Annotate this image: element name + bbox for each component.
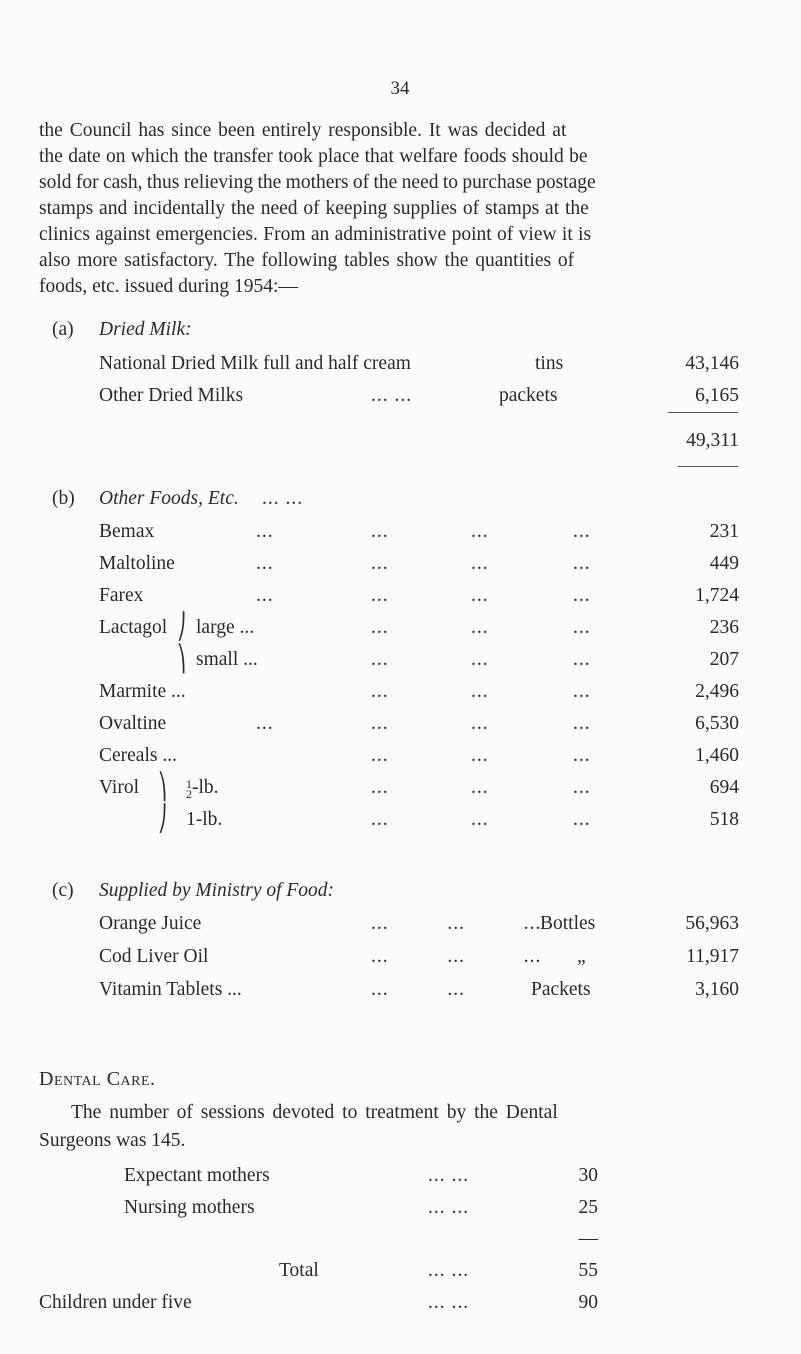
section-b-row-label: Cereals ... <box>99 745 177 766</box>
section-c-row-label: Orange Juice <box>99 913 202 934</box>
section-b-row-dots: ... <box>471 553 489 574</box>
dental-row-dots: ... ... <box>428 1165 470 1186</box>
section-c-row-value: 56,963 <box>685 913 739 934</box>
section-b-row-value: 231 <box>709 521 739 542</box>
section-b-row-dots: ... <box>371 713 389 734</box>
section-b-row-value: 1,724 <box>695 585 739 606</box>
section-b-row-dots: ... <box>471 617 489 638</box>
section-b-row-dots: ... <box>371 809 389 830</box>
dental-total-value: 55 <box>578 1260 598 1281</box>
section-b-row-dots: ... <box>573 681 591 702</box>
section-b-row-value: 2,496 <box>695 681 739 702</box>
section-b-row-dots: ... <box>256 521 274 542</box>
section-a-row-dots: ... ... <box>371 385 413 406</box>
brace-mark: ⎠ <box>177 612 186 641</box>
fraction: 1 2 <box>186 776 192 801</box>
section-b-row-dots: ... <box>471 777 489 798</box>
section-c-row-dots: ... ... ... <box>371 946 542 967</box>
section-b-row-dots: ... <box>471 649 489 670</box>
section-b-row-dots: ... <box>573 521 591 542</box>
dental-heading: Dental Care. <box>39 1068 156 1090</box>
section-c-row-unit: Bottles <box>540 913 596 934</box>
section-c-row-value: 11,917 <box>686 946 739 967</box>
section-c-row-label: Cod Liver Oil <box>99 946 209 967</box>
dental-row-dots: ... ... <box>428 1260 470 1281</box>
section-b-row-dots: ... <box>371 745 389 766</box>
dental-total-label: Total <box>279 1260 319 1281</box>
section-b-row-dots: ... <box>371 777 389 798</box>
section-b-row-label: Lactagol <box>99 617 168 638</box>
section-b-row-label: Ovaltine <box>99 713 167 734</box>
brace-mark: ⎞ <box>158 772 167 801</box>
section-b-heading-dots: ... ... <box>262 488 304 509</box>
section-b-row-dots: ... <box>371 553 389 574</box>
section-b-row-sub: 1-lb. <box>186 809 223 830</box>
brace-mark: ⎞ <box>177 644 186 673</box>
section-b-row-label: Virol <box>99 777 139 798</box>
section-b-row-label: Maltoline <box>99 553 175 574</box>
section-b-row-value: 207 <box>709 649 739 670</box>
dental-line: Surgeons was 145. <box>39 1130 186 1151</box>
intro-line: sold for cash, thus relieving the mothers of the need to purchase postage <box>39 172 596 193</box>
section-b-row-dots: ... <box>371 585 389 606</box>
dental-row-value: 30 <box>578 1165 598 1186</box>
section-b-row-sub: large ... <box>196 617 255 638</box>
section-b-row-value: 694 <box>709 777 739 798</box>
section-b-row-dots: ... <box>573 553 591 574</box>
section-b-row-dots: ... <box>256 585 274 606</box>
section-b-row-dots: ... <box>471 521 489 542</box>
intro-line: stamps and incidentally the need of keeping supplies of stamps at the <box>39 198 589 219</box>
section-b-row-value: 518 <box>709 809 739 830</box>
section-a-marker: (a) <box>52 319 74 340</box>
section-b-row-dots: ... <box>256 553 274 574</box>
dental-row-dots: ... ... <box>428 1292 470 1313</box>
dental-row-dots: ... ... <box>428 1197 470 1218</box>
section-b-row-dots: ... <box>256 713 274 734</box>
section-b-row-sub: small ... <box>196 649 258 670</box>
section-b-row-value: 6,530 <box>695 713 739 734</box>
intro-line: the Council has since been entirely responsible. It was decided at <box>39 120 567 141</box>
dental-row-label: Nursing mothers <box>124 1197 255 1218</box>
rule <box>668 412 738 413</box>
section-c-row-dots: ... ... ... <box>371 913 542 934</box>
intro-line: foods, etc. issued during 1954:— <box>39 276 298 297</box>
intro-line: clinics against emergencies. From an administrative point of view it is <box>39 224 592 245</box>
section-b-row-dots: ... <box>371 521 389 542</box>
section-b-row-dots: ... <box>471 713 489 734</box>
dental-children-label: Children under five <box>39 1292 192 1313</box>
section-b-row-dots: ... <box>371 617 389 638</box>
section-b-row-dots: ... <box>573 713 591 734</box>
section-b-row-dots: ... <box>471 585 489 606</box>
section-b-row-dots: ... <box>573 585 591 606</box>
section-b-row-sub: 1 2-lb. <box>186 776 219 801</box>
section-b-row-dots: ... <box>471 809 489 830</box>
dental-line: The number of sessions devoted to treatment by the Dental <box>71 1102 558 1123</box>
section-b-row-value: 1,460 <box>695 745 739 766</box>
section-b-row-dots: ... <box>573 617 591 638</box>
intro-line: also more satisfactory. The following tables show the quantities of <box>39 250 575 271</box>
section-b-heading: Other Foods, Etc. <box>99 488 239 509</box>
section-b-row-dots: ... <box>471 745 489 766</box>
section-a-row-value: 43,146 <box>685 353 739 374</box>
intro-line: the date on which the transfer took place that welfare foods should be <box>39 146 588 167</box>
section-c-row-dots: ... ... <box>371 979 465 1000</box>
section-b-row-dots: ... <box>573 745 591 766</box>
section-a-row-label: National Dried Milk full and half cream <box>99 353 411 374</box>
section-b-row-value: 236 <box>709 617 739 638</box>
section-b-row-dots: ... <box>371 681 389 702</box>
section-c-row-unit: „ <box>577 946 586 967</box>
section-c-heading: Supplied by Ministry of Food: <box>99 880 335 901</box>
section-c-marker: (c) <box>52 880 74 901</box>
section-a-row-unit: packets <box>499 385 558 406</box>
section-c-row-label: Vitamin Tablets ... <box>99 979 242 1000</box>
section-a-row-value: 6,165 <box>695 385 739 406</box>
section-b-marker: (b) <box>52 488 75 509</box>
section-b-row-dots: ... <box>573 649 591 670</box>
section-b-row-dots: ... <box>573 777 591 798</box>
page-number: 34 <box>390 78 410 99</box>
section-b-row-dots: ... <box>371 649 389 670</box>
section-b-row-label: Bemax <box>99 521 155 542</box>
section-a-row-label: Other Dried Milks <box>99 385 244 406</box>
dental-row-value: 25 <box>578 1197 598 1218</box>
section-a-heading: Dried Milk: <box>99 319 192 340</box>
section-b-row-value: 449 <box>709 553 739 574</box>
dental-children-value: 90 <box>578 1292 598 1313</box>
intro-paragraph <box>39 118 763 300</box>
brace-mark: ⎠ <box>158 804 167 833</box>
dental-row-label: Expectant mothers <box>124 1165 270 1186</box>
dental-dash: — <box>578 1228 598 1249</box>
section-b-row-label: Marmite ... <box>99 681 186 702</box>
section-b-row-label: Farex <box>99 585 144 606</box>
section-b-row-dots: ... <box>573 809 591 830</box>
section-c-row-unit: Packets <box>531 979 591 1000</box>
section-c-row-value: 3,160 <box>695 979 739 1000</box>
section-a-total: 49,311 <box>686 430 739 451</box>
section-a-row-unit: tins <box>535 353 564 374</box>
rule <box>678 466 738 467</box>
section-b-row-dots: ... <box>471 681 489 702</box>
